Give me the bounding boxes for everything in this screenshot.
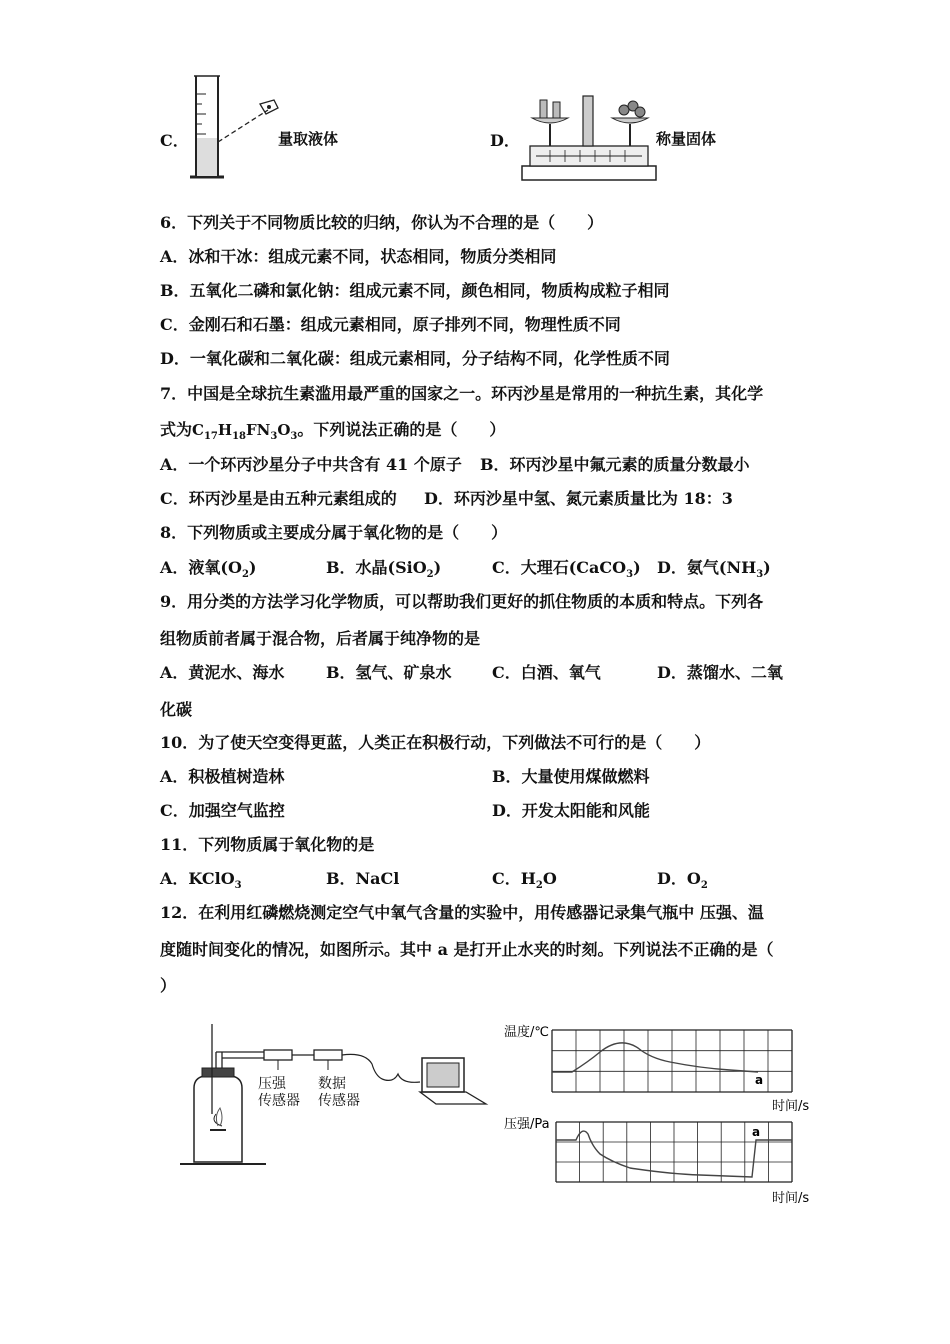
temperature-ylabel: 温度/℃ [504,1025,549,1040]
temperature-chart [504,1024,809,1114]
q6-option-c: C．金刚石和石墨：组成元素相同，原子排列不同，物理性质不同 [160,315,621,334]
option-c-letter: C． [160,131,189,150]
balance-scale-image [520,90,660,184]
q8-stem: 8．下列物质或主要成分属于氧化物的是（ ） [160,523,508,542]
pressure-sensor-label: 压强 传感器 [258,1076,300,1109]
q10-option-d: D．开发太阳能和风能 [492,801,650,820]
q9-option-d-continued: 化碳 [160,700,193,719]
q9-option-c: C．白酒、氧气 [492,663,601,682]
pressure-xlabel: 时间/s [772,1191,810,1206]
q6-option-b: B．五氧化二磷和氯化钠：组成元素不同，颜色相同，物质构成粒子相同 [160,281,670,300]
q9-option-b: B．氢气、矿泉水 [326,663,452,682]
pressure-marker-a: a [752,1125,761,1139]
ciprofloxacin-formula: $C_{17}H_{18}FN_3O_3$ [192,421,298,442]
q10-option-c: C．加强空气监控 [160,801,285,820]
q7-option-d: D．环丙沙星中氢、氮元素质量比为 18：3 [424,489,733,508]
q11-option-c: C．$H_2O$ [492,869,557,892]
q12-stem-line2: 度随时间变化的情况，如图所示。其中 a 是打开止水夹的时刻。下列说法不正确的是（ [160,940,774,959]
q11-option-d: D．$O_2$ [657,869,708,892]
q6-option-a: A．冰和干冰：组成元素不同，状态相同，物质分类相同 [160,247,557,266]
q8-option-b: B．水晶(SiO$_2$) [326,558,442,581]
q7-option-c: C．环丙沙星是由五种元素组成的 [160,489,397,508]
temperature-curve [552,1043,758,1072]
q6-option-d: D．一氧化碳和二氧化碳：组成元素相同，分子结构不同，化学性质不同 [160,349,670,368]
graduated-cylinder-image [188,74,288,182]
q9-option-a: A．黄泥水、海水 [160,663,285,682]
q7-stem-line2: 式为$C_{17}H_{18}FN_3O_3$。下列说法正确的是（ ） [160,420,506,442]
q7-option-b: B．环丙沙星中氟元素的质量分数最小 [480,455,750,474]
q11-option-a: A．KClO$_3$ [160,869,242,892]
data-sensor-label: 数据 传感器 [318,1076,360,1109]
q12-stem-line1: 12．在利用红磷燃烧测定空气中氧气含量的实验中，用传感器记录集气瓶中 压强、温 [160,903,764,922]
q6-stem: 6．下列关于不同物质比较的归纳，你认为不合理的是（ ） [160,213,604,232]
option-c-caption: 量取液体 [278,130,339,148]
temperature-xlabel: 时间/s [772,1099,810,1114]
q11-option-b: B．NaCl [326,869,400,888]
q8-option-a: A．液氧$(O_2)$ [160,558,257,581]
option-d-letter: D． [490,131,520,150]
q9-option-d: D．蒸馏水、二氧 [657,663,783,682]
q9-stem-line2: 组物质前者属于混合物，后者属于纯净物的是 [160,629,481,648]
q7-stem-line1: 7．中国是全球抗生素滥用最严重的国家之一。环丙沙星是常用的一种抗生素，其化学 [160,384,764,403]
q11-stem: 11．下列物质属于氧化物的是 [160,835,375,854]
q10-option-b: B．大量使用煤做燃料 [492,767,650,786]
temperature-marker-a: a [755,1073,764,1087]
q12-stem-line3: ） [160,976,177,995]
q9-stem-line1: 9．用分类的方法学习化学物质，可以帮助我们更好的抓住物质的本质和特点。下列各 [160,592,764,611]
q10-option-a: A．积极植树造林 [160,767,285,786]
q10-stem: 10．为了使天空变得更蓝，人类正在积极行动，下列做法不可行的是（ ） [160,733,711,752]
q8-option-d: D．氨气$(NH_3)$ [657,558,771,581]
q8-option-c: C．大理石(CaCO$_3$) [492,558,641,581]
pressure-chart [504,1117,809,1206]
q7-option-a: A．一个环丙沙星分子中共含有 41 个原子 [160,455,462,474]
option-d-caption: 称量固体 [656,130,717,148]
sensor-charts [500,1022,820,1212]
pressure-ylabel: 压强/Pa [504,1117,550,1132]
